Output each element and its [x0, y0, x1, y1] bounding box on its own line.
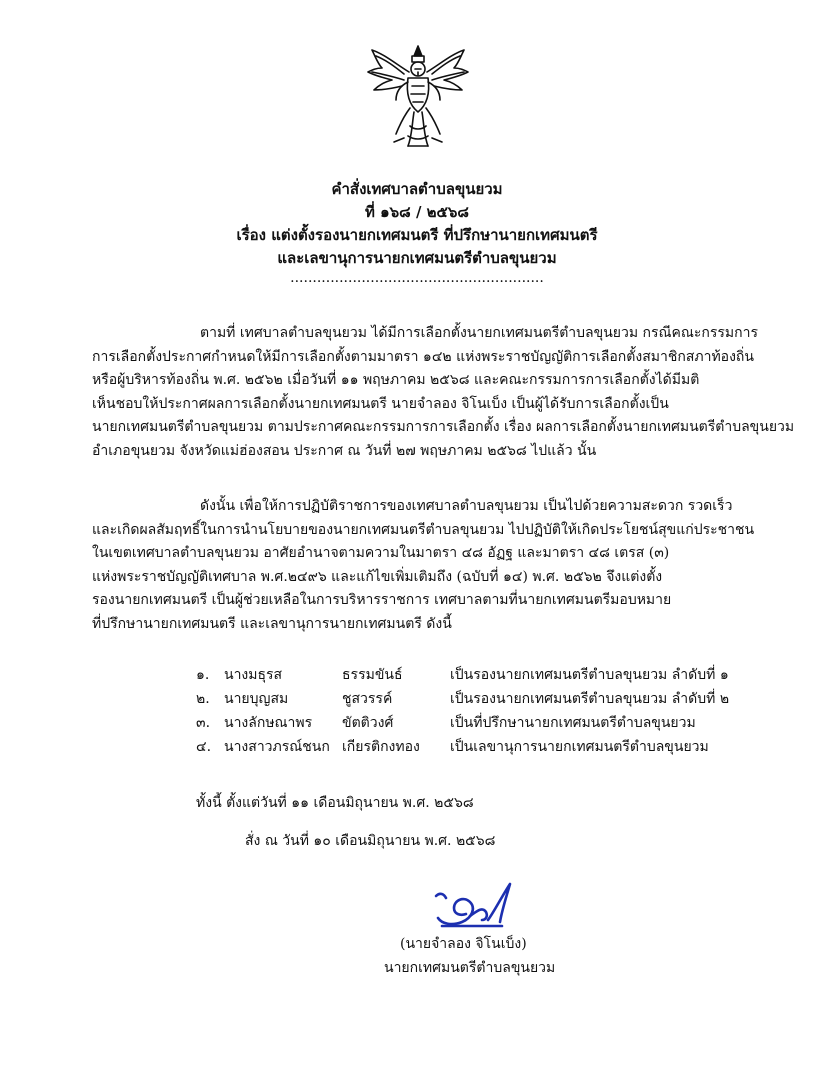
paragraph-line: รองนายกเทศมนตรี เป็นผู้ช่วยเหลือในการบริหารราชการ เทศบาลตามที่นายกเทศมนตรีมอบหมาย — [92, 592, 672, 608]
order-title: คำสั่งเทศบาลตำบลขุนยวม — [331, 180, 503, 198]
appointee-row — [196, 711, 729, 735]
appointee-number: ๔. — [196, 739, 212, 755]
appointee-row — [196, 663, 729, 687]
effective-date: ทั้งนี้ ตั้งแต่วันที่ ๑๑ เดือนมิถุนายน พ.ศ. ๒๕๖๘ — [196, 795, 474, 811]
appointee-last-name: เกียรติกงทอง — [342, 739, 420, 755]
appointee-last-name: ชูสวรรค์ — [342, 691, 393, 707]
appointee-row — [196, 687, 729, 711]
order-number: ที่ ๑๖๘ / ๒๕๖๘ — [365, 203, 469, 221]
paragraph-line: เห็นชอบให้ประกาศผลการเลือกตั้งนายกเทศมนตรี นายจำลอง จิโนเบ็ง เป็นผู้ได้รับการเลือกตั้งเป็น — [92, 395, 669, 412]
paragraph-line: ดังนั้น เพื่อให้การปฏิบัติราชการของเทศบาลตำบลขุนยวม เป็นไปด้วยความสะดวก รวดเร็ว — [200, 498, 733, 514]
order-subject: เรื่อง แต่งตั้งรองนายกเทศมนตรี ที่ปรึกษานายกเทศมนตรี — [236, 226, 598, 244]
order-subject-continued: และเลขานุการนายกเทศมนตรีตำบลขุนยวม — [277, 249, 557, 267]
paragraph-line: หรือผู้บริหารท้องถิ่น พ.ศ. ๒๕๖๒ เมื่อวันที่ ๑๑ พฤษภาคม ๒๕๖๘ และคณะกรรมการการเลือกตั้งได้มีมติ — [92, 372, 700, 388]
appointee-last-name: ขัตติวงศ์ — [342, 715, 394, 731]
paragraph-line: ในเขตเทศบาลตำบลขุนยวม อาศัยอำนาจตามความในมาตรา ๔๘ อัฏฐ และมาตรา ๔๘ เตรส (๓) — [92, 545, 670, 561]
order-date: สั่ง ณ วันที่ ๑๐ เดือนมิถุนายน พ.ศ. ๒๕๖๘ — [245, 833, 496, 849]
paragraph-appointment — [92, 495, 755, 636]
appointee-role: เป็นเลขานุการนายกเทศมนตรีตำบลขุนยวม — [450, 739, 709, 755]
appointee-number: ๒. — [196, 691, 210, 707]
paragraph-line: แห่งพระราชบัญญัติเทศบาล พ.ศ.๒๔๙๖ และแก้ไขเพิ่มเติมถึง (ฉบับที่ ๑๔) พ.ศ. ๒๕๖๒ จึงแต่งตั้ง — [92, 568, 663, 585]
paragraph-line: และเกิดผลสัมฤทธิ์ในการนำนโยบายของนายกเทศมนตรีตำบลขุนยวม ไปปฏิบัติให้เกิดประโยชน์สุขแก่ประชาชน — [92, 521, 755, 538]
appointee-first-name: นางลักษณาพร — [224, 715, 313, 731]
appointee-role: เป็นรองนายกเทศมนตรีตำบลขุนยวม ลำดับที่ ๑ — [450, 667, 729, 683]
signature-image — [432, 876, 528, 936]
paragraph-background — [92, 322, 795, 463]
appointee-first-name: นางมธุรส — [224, 667, 283, 683]
appointee-role: เป็นรองนายกเทศมนตรีตำบลขุนยวม ลำดับที่ ๒ — [450, 691, 730, 707]
appointee-role: เป็นที่ปรึกษานายกเทศมนตรีตำบลขุนยวม — [450, 715, 696, 731]
appointee-number: ๓. — [196, 715, 211, 731]
paragraph-line: ที่ปรึกษานายกเทศมนตรี และเลขานุการนายกเทศมนตรี ดังนี้ — [92, 615, 452, 632]
separator-line: ......................................................... — [290, 270, 544, 286]
signer-name: (นายจำลอง จิโนเบ็ง) — [400, 936, 527, 952]
appointee-list — [196, 663, 729, 759]
paragraph-line: การเลือกตั้งประกาศกำหนดให้มีการเลือกตั้งตามมาตรา ๑๔๒ แห่งพระราชบัญญัติการเลือกตั้งสมาชิกสภาท้องถิ่น — [92, 348, 754, 365]
appointee-last-name: ธรรมขันธ์ — [342, 667, 403, 683]
paragraph-line: ตามที่ เทศบาลตำบลขุนยวม ได้มีการเลือกตั้งนายกเทศมนตรีตำบลขุนยวม กรณีคณะกรรมการ — [200, 325, 758, 341]
garuda-emblem-icon — [362, 42, 474, 154]
paragraph-line: นายกเทศมนตรีตำบลขุนยวม ตามประกาศคณะกรรมการการเลือกตั้ง เรื่อง ผลการเลือกตั้งนายกเทศมนตรีตำบลขุนยวม — [92, 419, 795, 435]
appointee-number: ๑. — [196, 667, 210, 683]
appointee-row — [196, 735, 729, 759]
signer-position: นายกเทศมนตรีตำบลขุนยวม — [384, 960, 556, 976]
paragraph-line: อำเภอขุนยวม จังหวัดแม่ฮ่องสอน ประกาศ ณ วันที่ ๒๗ พฤษภาคม ๒๕๖๘ ไปแล้ว นั้น — [92, 442, 597, 459]
appointee-first-name: นายบุญสม — [224, 691, 289, 707]
appointee-first-name: นางสาวภรณ์ชนก — [224, 739, 330, 755]
